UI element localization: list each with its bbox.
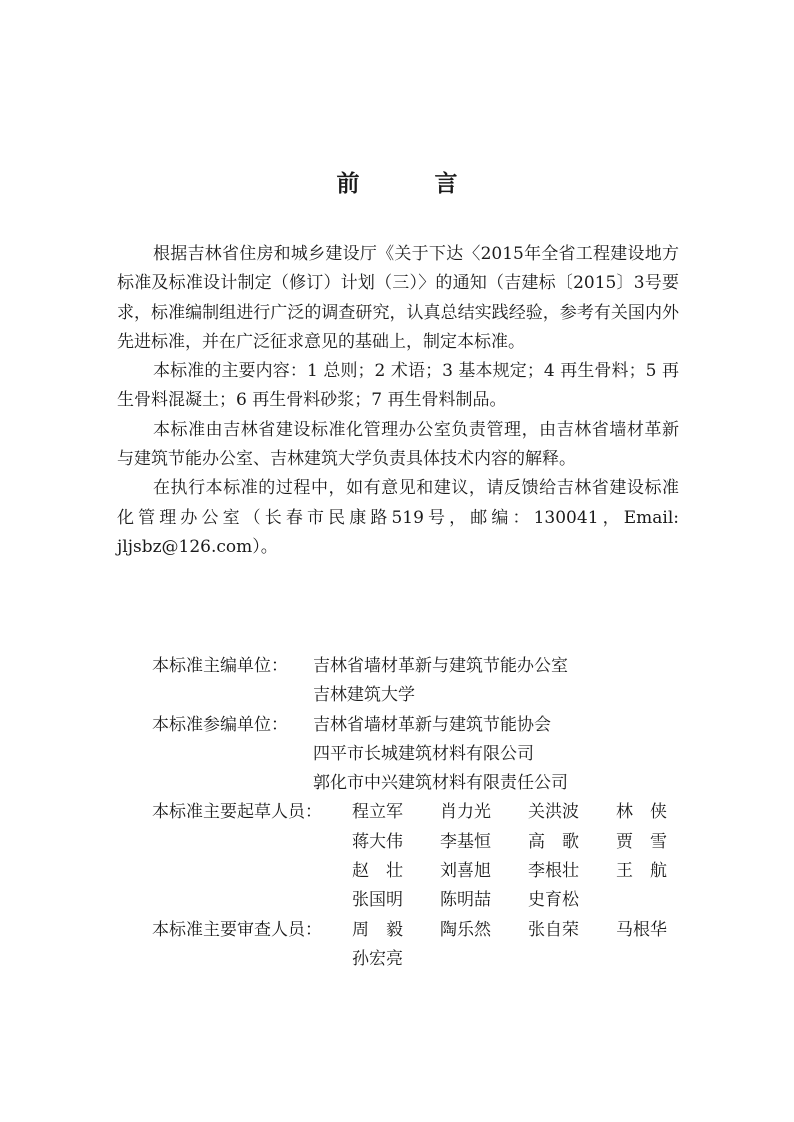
drafter-name: 陈明喆	[440, 890, 491, 911]
participating-units-label: 本标准参编单位：	[152, 714, 288, 735]
participating-units-list	[313, 711, 682, 799]
drafter-name: 赵 壮	[352, 861, 403, 882]
reviewer-name: 张自荣	[528, 919, 579, 940]
paragraph-contents: 本标准的主要内容：1 总则；2 术语；3 基本规定；4 再生骨料；5 再生骨料混凝土；6 再生骨料砂浆；7 再生骨料制品。	[117, 361, 679, 411]
reviewer-name: 陶乐然	[440, 919, 491, 940]
chief-unit-item: 吉林省墙材革新与建筑节能办公室	[313, 656, 568, 676]
reviewer-name: 周 毅	[352, 919, 403, 940]
paragraph-basis: 根据吉林省住房和城乡建设厅《关于下达〈2015年全省工程建设地方标准及标准设计制定（修订）计划（三）〉的通知（吉建标〔2015〕3号要求，标准编制组进行广泛的调查研究，认真总结实践经验，参考有关国内外先进标准，并在广泛征求意见的基础上，制定本标准。	[117, 244, 679, 352]
drafters-row	[152, 798, 682, 915]
drafters-names	[352, 798, 682, 915]
drafter-name: 程立军	[352, 802, 403, 823]
participating-units-row	[152, 711, 682, 799]
drafter-name: 林 侠	[616, 802, 667, 823]
chief-units-list	[313, 652, 682, 711]
participating-unit-item: 四平市长城建筑材料有限公司	[313, 743, 534, 764]
drafter-name: 李基恒	[440, 831, 491, 852]
chief-unit-item: 吉林建筑大学	[313, 685, 415, 706]
chief-units-row	[152, 652, 682, 711]
drafters-label: 本标准主要起草人员：	[152, 802, 322, 823]
participating-unit-item: 郭化市中兴建筑材料有限责任公司	[313, 773, 568, 794]
credits-section	[152, 652, 682, 974]
drafter-name: 刘喜旭	[440, 861, 491, 882]
drafter-name: 贾 雪	[616, 831, 667, 852]
reviewer-name: 孙宏亮	[352, 948, 403, 969]
reviewers-names	[352, 916, 682, 975]
preface-body	[117, 240, 679, 562]
page-title: 前 言	[336, 170, 484, 197]
participating-unit-item: 吉林省墙材革新与建筑节能协会	[313, 714, 551, 735]
drafter-name: 肖力光	[440, 802, 491, 823]
reviewer-name: 马根华	[616, 919, 667, 940]
drafter-name: 高 歌	[528, 831, 579, 852]
reviewers-row	[152, 916, 682, 975]
reviewers-label: 本标准主要审查人员：	[152, 919, 322, 940]
drafter-name: 王 航	[616, 861, 667, 882]
drafter-name: 史育松	[528, 890, 579, 911]
drafter-name: 蒋大伟	[352, 831, 403, 852]
drafter-name: 李根壮	[528, 861, 579, 882]
paragraph-feedback: 在执行本标准的过程中，如有意见和建议，请反馈给吉林省建设标准化管理办公室（长春市民康路519号，邮编：130041，Email: jljsbz@126.com）。	[117, 478, 679, 557]
drafter-name: 张国明	[352, 890, 403, 911]
drafter-name: 关洪波	[528, 802, 579, 823]
chief-units-label: 本标准主编单位：	[152, 656, 288, 676]
paragraph-management: 本标准由吉林省建设标准化管理办公室负责管理，由吉林省墙材革新与建筑节能办公室、吉林建筑大学负责具体技术内容的解释。	[117, 419, 679, 470]
